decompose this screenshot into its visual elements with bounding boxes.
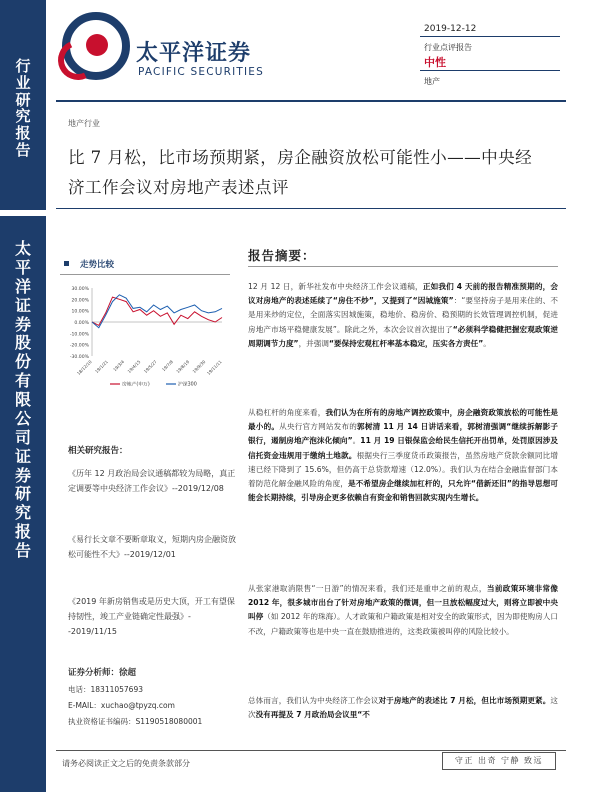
report-title-line-2: 济工作会议对房地产表述点评 [68,178,289,197]
sidebar-bottom-band [0,216,46,792]
sidebar-bottom-char: 研 [14,484,31,504]
sidebar-bottom-char: 告 [14,541,31,560]
y-tick-label: 30.00% [71,287,89,292]
sidebar-bottom-char: 券 [14,314,31,334]
summary-title: 报告摘要： [248,248,316,263]
sidebar-bottom-char: 证 [14,446,31,466]
sidebar-top-band [0,0,46,210]
y-tick-label: 20.00% [71,298,89,304]
sidebar-bottom-char: 太 [14,239,31,258]
y-tick-label: 0.00% [74,321,89,326]
logo-english-name: PACIFIC SECURITIES [138,66,265,78]
footer-motto: 守正 出奇 宁静 致远 [442,752,556,770]
sidebar-company-name [0,240,46,561]
y-tick-label: -30.00% [69,355,89,360]
x-tick-label: 19/8/19 [175,359,191,375]
sidebar-bottom-char: 司 [14,427,31,447]
y-tick-label: 10.00% [71,309,89,315]
rating-badge: 中性 [424,56,446,69]
bullet-icon [64,261,69,266]
analyst-phone: 电话：18311057693 [68,685,143,694]
industry-label: 地产 [424,77,440,86]
summary-paragraph-2: 从稳杠杆的角度来看，我们认为在所有的房地产调控政策中，房企融资政策放松的可能性是最小的。从央行官方网站发布的郭树清 11 月 14 日讲话来看，郭树清强调“继续拆解影子银行，遏制房地产泡沫化倾向”。11 月 19 日银保监会给民生信托开出罚单，处罚原因涉及信托资金违规用于缴纳土地款。根据央行三季度货币政策报告，虽然房地产贷款余额同比增速已经下降到了 15.6%，但仍高于总贷款增速（12.0%）。我们认为在结合金融监督部门本着防范化解金融风险的角度，是不希望房企继续加杠杆的，只允许“借新还旧”的指导思想可能会长期持续，引导房企更多依赖自有资金和销售回款实现内生增长。 [248,408,559,503]
related-research-title: 相关研究报告： [68,446,128,456]
sidebar-bottom-char: 报 [14,522,31,542]
sidebar-bottom-char: 平 [14,257,31,277]
report-date: 2019-12-12 [424,24,477,34]
sidebar-bottom-char: 份 [14,352,31,372]
footer-rule [56,750,566,751]
related-report-2[interactable]: 《易行长文章不要断章取义，短期内房企融资放松可能性不大》--2019/12/01 [68,535,236,559]
header-divider [420,36,560,37]
sidebar-top-char: 行 [15,57,31,75]
summary-paragraph-1: 12 月 12 日，新华社发布中央经济工作会议通稿，正如我们 4 天前的报告精准预期的，会议对房地产的表述延续了“房住不炒”，又提到了“因城施策”：“要坚持房子是用来住的、不是用来炒的定位，全面落实因城施策，稳地价、稳房价、稳预期的长效管理调控机制，促进房地产市场平稳健康发展”。除此之外，本次会议首次提出了“必须科学稳健把握宏观政策逆周期调节力度”，并强调“要保持宏观杠杆率基本稳定，压实各方责任”。 [248,282,558,348]
x-tick-label: 19/4/15 [126,359,142,375]
sidebar-bottom-char: 究 [14,503,31,523]
y-tick-label: -20.00% [69,343,89,349]
sidebar-bottom-char: 洋 [14,276,31,296]
analyst-license: 执业资格证书编码：S1190518080001 [68,717,203,726]
report-title-line-1: 比 7 月松，比市场预期紧，房企融资放松可能性小——中央经 [68,148,533,167]
x-tick-label: 19/11/11 [205,359,223,377]
x-tick-label: 19/5/27 [142,359,158,375]
summary-rule [248,266,558,267]
sidebar-bottom-char: 公 [14,408,31,428]
sidebar-top-char: 报 [15,124,31,143]
footer-disclaimer: 请务必阅读正文之后的免责条款部分 [62,759,190,768]
related-report-3[interactable]: 《2019 年新房销售或是历史大顶，开工有望保持韧性，竣工产业链确定性最强》--2019/11/15 [68,597,235,636]
x-tick-label: 19/7/8 [160,359,174,373]
sidebar-top-char: 告 [15,140,31,159]
summary-paragraph-4: 总体而言，我们认为中央经济工作会议对于房地产的表述比 7 月松，但比市场预期更紧。这次没有再提及 7 月政治局会议里“不 [248,696,558,720]
sidebar-bottom-char: 股 [14,333,31,353]
logo-dot-icon [86,34,108,56]
section-label: 地产行业 [68,119,100,128]
sidebar-bottom-char: 有 [14,371,31,391]
summary-paragraph-3: 从张家港取消限售“一日游”的情况来看，我们还是重申之前的观点，当前政策环境非常像 2012 年，很多城市出台了针对房地产政策的微调，但一旦放松幅度过大，则将立即被中央叫停（如 2012 年的珠海）。人才政策和户籍政策是相对安全的政策形式，因为即使购房人口不改，户籍政策等也是中央一直在鼓励推进的，这类政策被叫停的风险比较小。 [248,584,558,636]
title-rule [56,208,566,209]
trend-chart [58,282,234,402]
sidebar-top-char: 业 [15,73,31,92]
x-tick-label: 18/12/10 [75,359,93,377]
analyst-name: 证券分析师：徐超 [68,668,137,678]
sidebar-top-char: 研 [15,90,31,109]
x-tick-label: 19/9/30 [191,359,207,375]
header-rule [56,100,566,102]
sidebar-bottom-char: 证 [14,295,31,315]
x-tick-label: 19/1/21 [93,359,109,375]
header-divider-2 [420,70,560,71]
sidebar-bottom-char: 限 [14,390,31,409]
sidebar-bottom-char: 券 [14,465,31,485]
trend-title: 走势比较 [80,260,115,270]
y-tick-label: -10.00% [69,332,89,338]
report-type: 行业点评报告 [424,43,472,52]
x-tick-label: 19/3/4 [112,359,126,373]
legend-label: 房地产(申万) [122,382,150,388]
analyst-email[interactable]: E-MAIL：xuchao@tpyzq.com [68,701,175,710]
trend-rule [60,274,230,275]
related-report-1[interactable]: 《历年 12 月政治局会议通稿都较为局略，真正定调要等中央经济工作会议》--2019/12/08 [68,469,236,493]
sidebar-top-char: 究 [15,107,31,126]
logo-chinese-name: 太平洋证券 [136,41,252,66]
sidebar-report-category [0,58,46,159]
legend-label: 沪深300 [178,382,197,388]
